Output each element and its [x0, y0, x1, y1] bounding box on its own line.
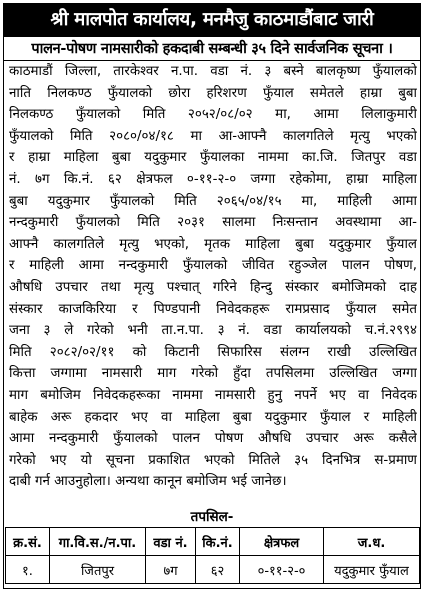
- body-line: कित्ता जग्गामा नामसारी माग गरेको हुँदा तपसिलमा उल्लिखित जग्गा: [9, 366, 417, 382]
- body-line: गरेको भए यो सूचना प्रकाशित भएको मितिले ३५ दिनभित्र स-प्रमाण: [9, 452, 417, 468]
- cell-area: ०-११-२-०: [240, 556, 324, 584]
- body-line: आमा नन्दकुमारी फुँयालको पालन पोषण औषधि उपचार अरू कसैले: [9, 431, 417, 447]
- body-line: आफ्नै कालगतिले मृत्यु भएको, मृतक माहिला बुबा यदुकुमार फुँयाल: [9, 236, 417, 252]
- body-line: र माहिली आमा नन्दकुमारी फुँयालको जीवित रहुञ्जेल पालन पोषण,: [9, 258, 417, 274]
- cell-serial-number: १.: [6, 556, 50, 584]
- tapasil-label: तपसिल-: [190, 509, 234, 525]
- cell-ward-number: ७ग: [146, 556, 196, 584]
- body-line: काठमाडौं जिल्ला, तारकेश्वर न.पा. वडा नं. ३ बस्ने बालकृष्ण फुँयालको: [9, 64, 417, 79]
- notice-headline: श्री मालपोत कार्यालय, मनमैजु काठमाडौंबाट जारी: [3, 3, 421, 37]
- body-line: माग बमोजिम निवेदकहरूका नाममा नामसारी हुनु नपर्ने भए वा निवेदक: [9, 387, 417, 403]
- body-line: औषधि उपचार तथा मृत्यु पश्चात् गरिने हिन्दु संस्कार बमोजिमको दाह: [9, 279, 417, 295]
- cell-municipality: जितपुर: [50, 556, 146, 584]
- notice-subtitle: पालन-पोषण नामसारीको हकदाबी सम्बन्धी ३५ दिने सार्वजनिक सूचना ।: [3, 37, 421, 61]
- header-ward-number: वडा नं.: [146, 528, 196, 556]
- table-header-row: [6, 528, 420, 556]
- body-line: र हाम्रा माहिला बुबा यदुकुमार फुँयालका नाममा का.जि. जितपुर वडा: [9, 150, 417, 166]
- land-details-table: [5, 527, 420, 584]
- header-landowner: ज.ध.: [324, 528, 420, 556]
- cell-landowner: यदुकुमार फुँयाल: [324, 556, 420, 584]
- body-line: निलकण्ठ फुँयालको मिति २०५२/०८/०२ मा, आमा लिलाकुमारी: [9, 107, 417, 123]
- body-line: मिति २०८२/०२/११ को किटानी सिफारिस संलग्न राखी उल्लिखित: [9, 344, 417, 360]
- header-serial-number: क्र.सं.: [6, 528, 50, 556]
- body-line: नं. ७ग कि.नं. ६२ क्षेत्रफल ०-११-२-० जग्गा रहेकोमा, हाम्रा माहिला: [9, 171, 417, 187]
- body-line: नन्दकुमारी फुँयालको मिति २०३१ सालमा निःसन्तान अवस्थामा आ-: [9, 215, 417, 231]
- body-line: जना ३ ले गरेको भनी ता.न.पा. ३ नं. वडा कार्यालयको च.नं.२९९४: [9, 323, 417, 339]
- header-plot-number: कि.नं.: [196, 528, 240, 556]
- cell-plot-number: ६२: [196, 556, 240, 584]
- header-municipality: गा.वि.स./न.पा.: [50, 528, 146, 556]
- header-area: क्षेत्रफल: [240, 528, 324, 556]
- body-line: संस्कार काजकिरिया र पिण्डपानी निवेदकहरू रामप्रसाद फुँयाल समेत: [9, 301, 417, 317]
- body-line: बुबा यदुकुमार फुँयालको मिति २०६५/०४/१५ मा, माहिली आमा: [9, 193, 417, 209]
- notice-body: [9, 61, 417, 493]
- body-line: नाति निलकण्ठ फुँयालको छोरा हरिशरण फुँयाल समेतले हाम्रा बुबा: [9, 85, 417, 101]
- body-line: बाहेक अरू हकदार भए वा माहिला बुबा यदुकुमार फुँयाल र माहिली: [9, 409, 417, 425]
- table-row: [6, 556, 420, 584]
- body-line: दाबी गर्न आउनुहोला। अन्यथा कानून बमोजिम भई जानेछ।: [9, 474, 287, 490]
- body-line: फुँयालको मिति २०८०/०४/१८ मा आ-आफ्नै कालगतिले मृत्यु भएको: [9, 128, 417, 144]
